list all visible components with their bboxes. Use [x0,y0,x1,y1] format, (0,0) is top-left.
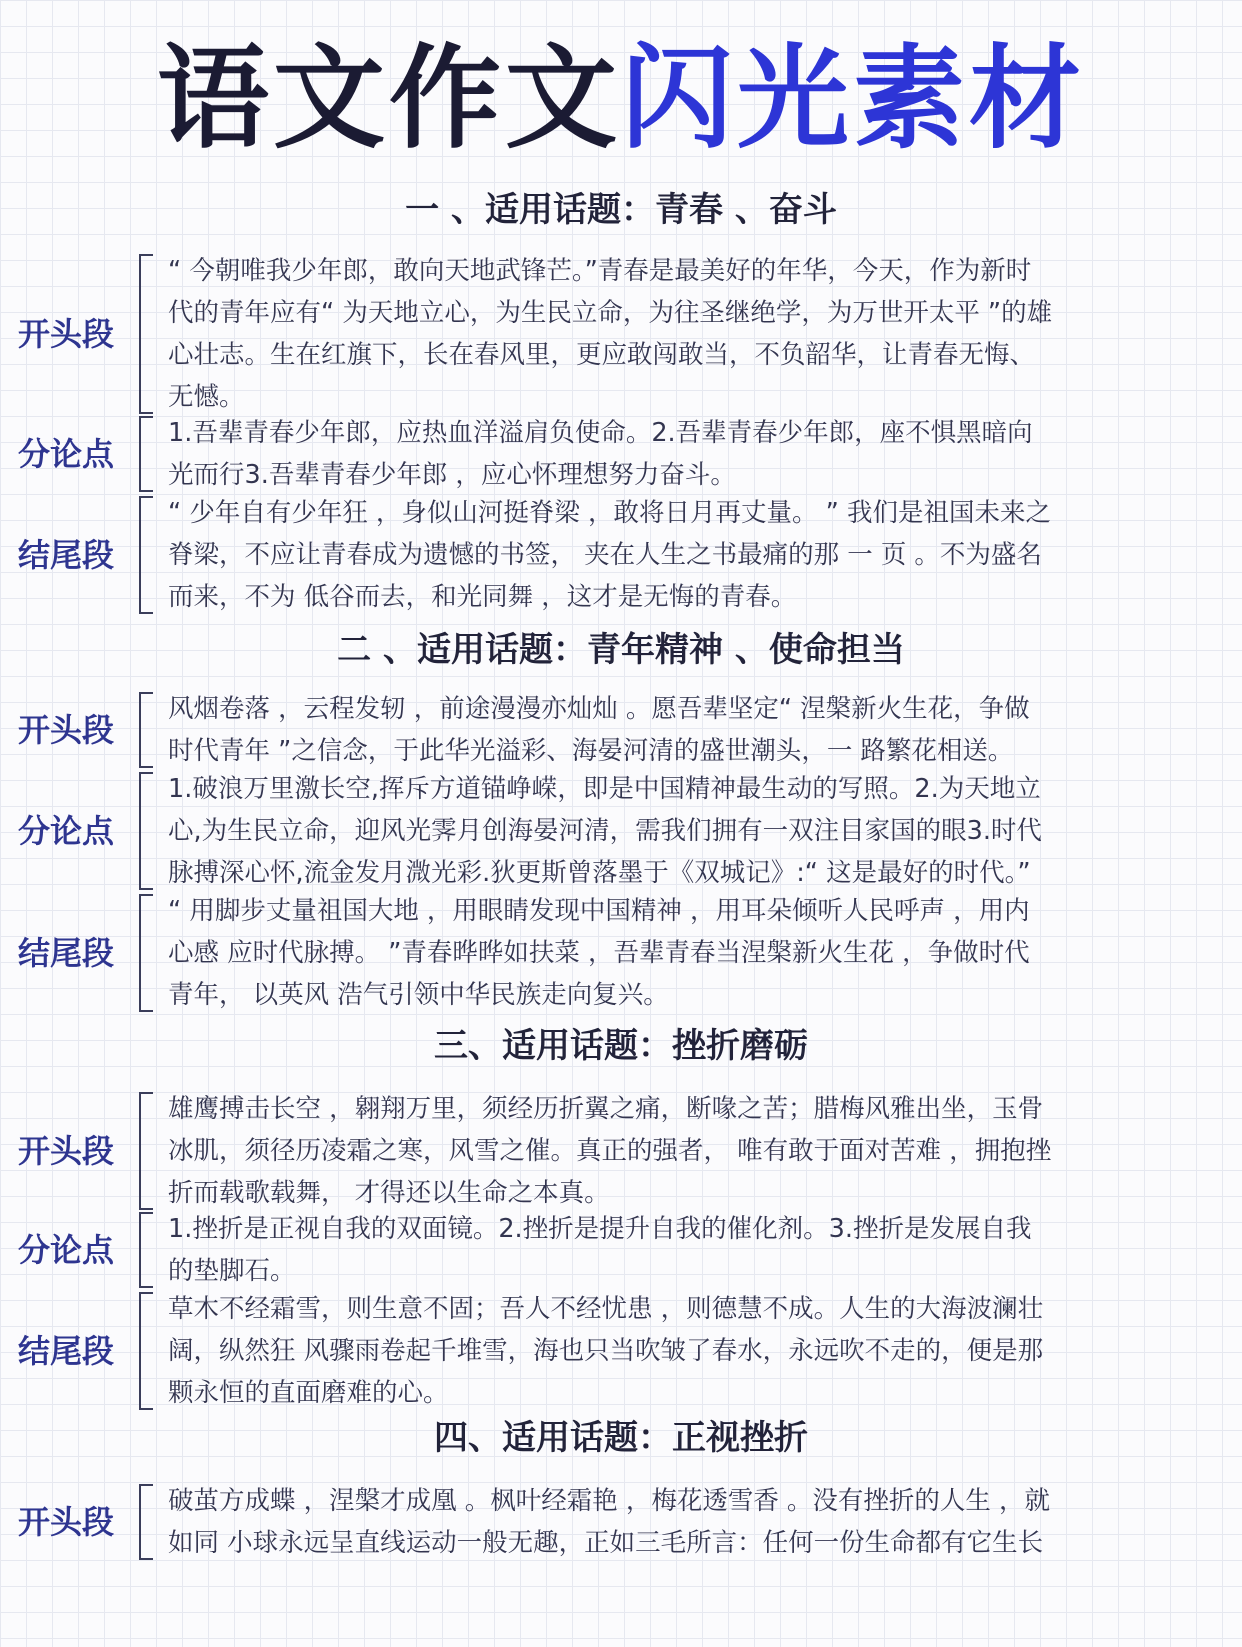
block-text: “ 少年自有少年狂 ，身似山河挺脊梁 ，敢将日月再丈量。 ” 我们是祖国未来之 脊梁，不应让青春成为遗憾的书签， 夹在人生之书最痛的那 一 页 。不为盛名 而来，不为 低谷而去，和光同舞 ，这才是无悔的青春。 [168,498,1051,612]
block-text: 1.吾辈青春少年郎，应热血洋溢肩负使命。2.吾辈青春少年郎，座不惧黑暗向 光而行3.吾辈青春少年郎 ，应心怀理想努力奋斗。 [168,418,1033,490]
block-text: 1.挫折是正视自我的双面镜。2.挫折是提升自我的催化剂。3.挫折是发展自我 的垫脚石。 [168,1214,1032,1286]
block-text: 破茧方成蝶 ，涅槃才成凰 。枫叶经霜艳 ，梅花透雪香 。没有挫折的人生 ，就 如同 小球永远呈直线运动一般无趣，正如三毛所言：任何一份生命都有它生长 [168,1486,1051,1558]
title-part-1: 语文作文 [157,34,621,164]
section-heading-4: 四、适用话题：正视挫折 [434,1418,808,1458]
block-label: 开头段 [18,1131,115,1170]
bracket [139,1212,153,1288]
bracket [139,894,153,1012]
block-opening-1 [0,250,1242,418]
block-text: 风烟卷落 ，云程发轫 ，前途漫漫亦灿灿 。愿吾辈坚定“ 涅槃新火生花，争做 时代青年 ”之信念，于此华光溢彩、海晏河清的盛世潮头，一 路繁花相送。 [168,694,1030,766]
bracket [139,772,153,890]
block-text: 草木不经霜雪，则生意不固；吾人不经忧患 ，则德慧不成。人生的大海波澜壮 阔，纵然狂 风骤雨卷起千堆雪，海也只当吹皱了春水，永远吹不走的，便是那 颗永恒的直面磨难的心。 [168,1294,1044,1408]
block-ending-3 [0,1288,1242,1414]
section-heading-1: 一 、适用话题：青春 、奋斗 [405,190,837,230]
block-label: 分论点 [18,434,115,473]
block-label: 开头段 [18,314,115,353]
bracket [139,416,153,492]
block-label: 结尾段 [18,1331,115,1370]
block-argument-2 [0,768,1242,894]
bracket [139,1292,153,1410]
bracket [139,1092,153,1210]
block-text: “ 今朝唯我少年郎，敢向天地武锋芒。”青春是最美好的年华，今天，作为新时 代的青年应有“ 为天地立心，为生民立命，为往圣继绝学，为万世开太平 ”的雄 心壮志。生在红旗下，长在春风里，更应敢闯敢当，不负韶华，让青春无悔、 无憾。 [168,256,1053,412]
section-heading-2: 二 、适用话题：青年精神 、使命担当 [337,630,905,670]
block-text: 1.破浪万里激长空,挥斥方道锚峥嵘，即是中国精神最生动的写照。2.为天地立 心,为生民立命，迎风光霁月创海晏河清，需我们拥有一双注目家国的眼3.时代 脉搏深心怀,流金发月溦光彩.狄更斯曾落墨于《双城记》:“ 这是最好的时代。” [168,774,1042,888]
section-heading-3: 三、适用话题：挫折磨砺 [434,1026,808,1066]
bracket [139,692,153,768]
block-label: 分论点 [18,1230,115,1269]
title-part-2: 闪光素材 [621,34,1085,164]
page-title [0,34,1242,164]
block-label: 结尾段 [18,535,115,574]
block-opening-4 [0,1480,1242,1564]
block-ending-1 [0,492,1242,618]
block-text: “ 用脚步丈量祖国大地 ，用眼睛发现中国精神 ，用耳朵倾听人民呼声 ，用内 心感 应时代脉搏。 ”青春晔晔如扶菜 ，吾辈青春当涅槃新火生花 ，争做时代 青年， 以英风 浩气引领中华民族走向复兴。 [168,896,1030,1010]
block-label: 开头段 [18,710,115,749]
block-opening-3 [0,1088,1242,1214]
block-ending-2 [0,890,1242,1016]
block-text: 雄鹰搏击长空 ，翱翔万里，须经历折翼之痛，断喙之苦；腊梅风雅出坐，玉骨 冰肌，须径历凌霜之寒，风雪之催。真正的强者， 唯有敢于面对苦难 ，拥抱挫 折而载歌载舞， 才得还以生命之本真。 [168,1094,1052,1208]
block-label: 分论点 [18,811,115,850]
bracket [139,254,153,414]
block-opening-2 [0,688,1242,772]
block-label: 结尾段 [18,933,115,972]
bracket [139,1484,153,1560]
block-argument-3 [0,1208,1242,1292]
bracket [139,496,153,614]
block-label: 开头段 [18,1502,115,1541]
block-argument-1 [0,412,1242,496]
